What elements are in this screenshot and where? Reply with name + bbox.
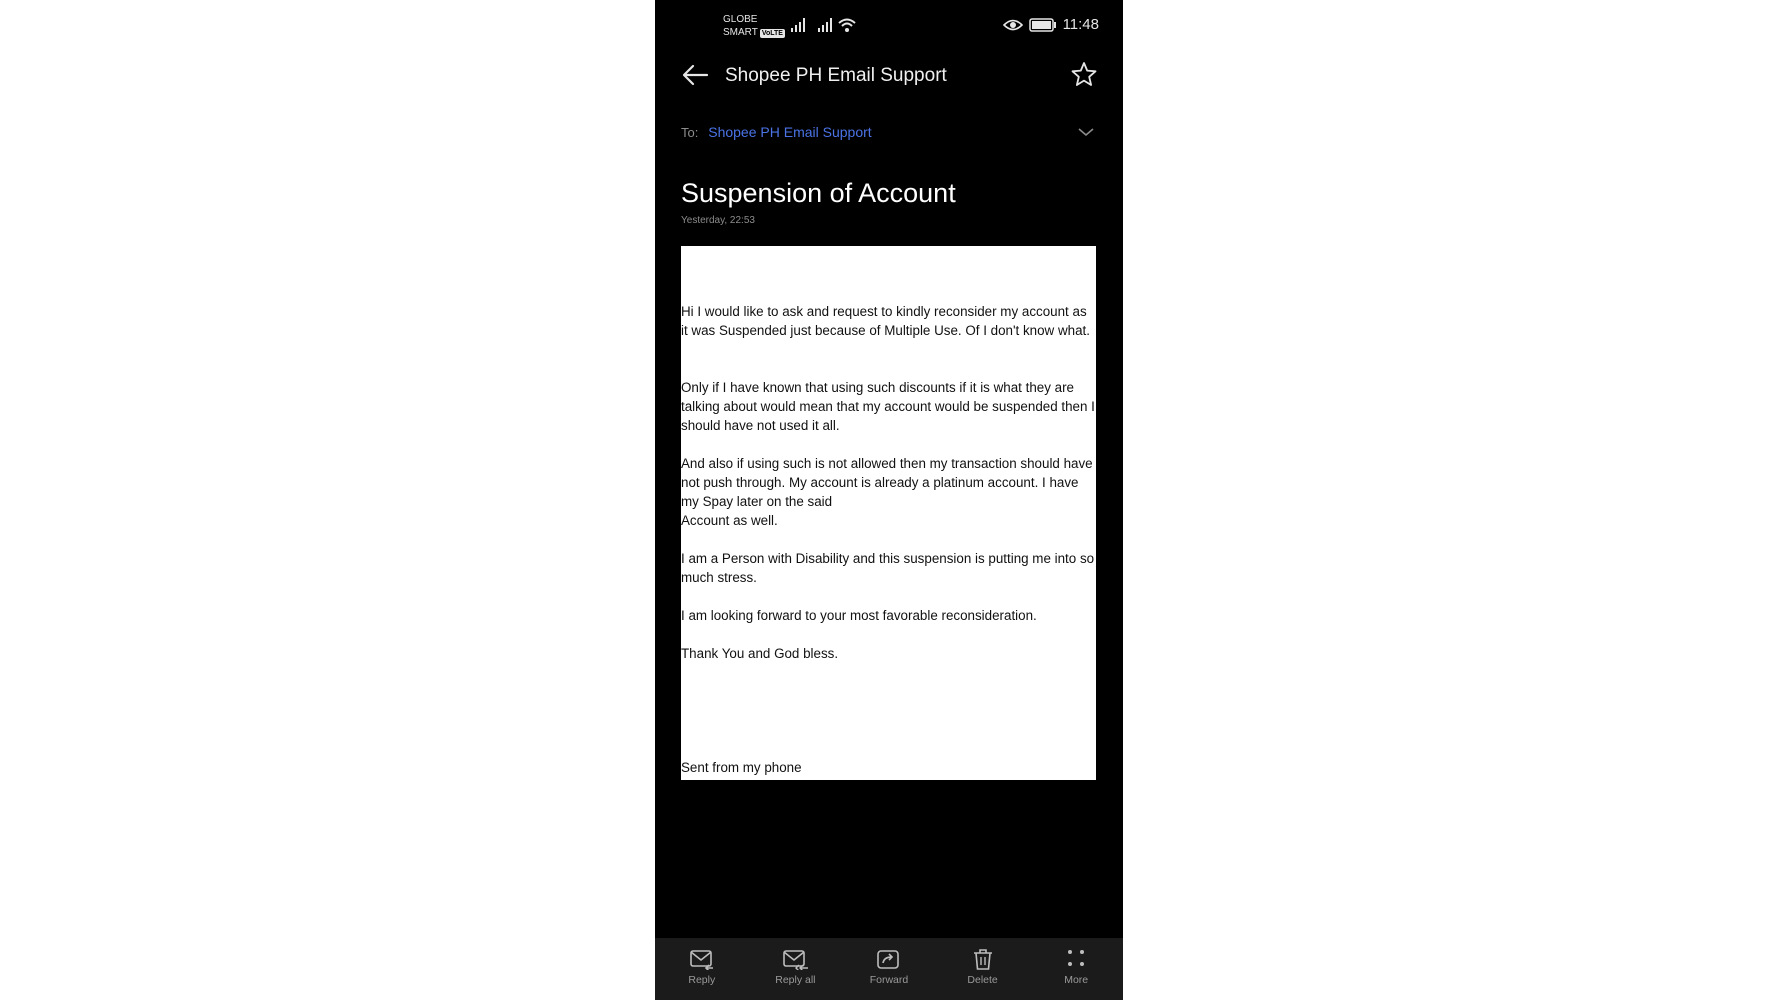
clock: 11:48 [1062,16,1099,33]
carrier-name-2: SMART [723,27,758,38]
to-label: To: [681,125,699,140]
body-paragraph: Thank You and God bless. [681,646,839,661]
body-paragraph: I am looking forward to your most favorable reconsideration. [681,608,1037,623]
favorite-button[interactable] [1071,61,1097,87]
reply-label: Reply [688,974,716,986]
body-paragraph: Hi I would like to ask and request to kindly reconsider my account as it was Suspended just because of Multiple Use. Of I don't know what. [681,304,1090,338]
volte-badge: VoLTE [761,30,783,37]
page-title: Shopee PH Email Support [725,65,947,86]
forward-button[interactable] [849,938,929,986]
back-button[interactable] [681,63,709,87]
eye-icon [1003,18,1023,32]
body-paragraph: I am a Person with Disability and this suspension is putting me into so much stress. [681,551,1095,585]
battery-icon [1029,18,1057,32]
delete-button[interactable] [943,938,1023,986]
wifi-icon [838,17,856,33]
star-icon [1071,61,1097,87]
signal-icon-2 [818,18,834,32]
reply-all-label: Reply all [775,974,816,986]
recipient-link[interactable]: Shopee PH Email Support [708,124,872,140]
body-paragraph: Only if I have known that using such discounts if it is what they are talking about would mean that my account would be suspended then I should have not used it all. [681,380,1095,433]
carrier-info [723,13,785,39]
more-icon [1064,948,1088,970]
carrier-name-1: GLOBE [723,14,758,25]
body-paragraph: And also if using such is not allowed then my transaction should have not push through. My account is already a platinum account. I have my Spay later on the said Account as well. [681,456,1093,528]
back-arrow-icon [681,63,709,87]
email-body [681,246,1096,780]
status-bar [655,0,1123,50]
email-signature: Sent from my phone [681,760,802,775]
action-bar [655,938,1123,1000]
reply-icon [689,948,715,970]
reply-all-icon [781,948,809,970]
more-button[interactable] [1036,938,1116,986]
signal-icon [791,18,807,32]
app-header [655,55,1123,97]
chevron-down-icon[interactable] [1077,126,1095,138]
status-right [1003,16,1099,33]
email-date: Yesterday, 22:53 [681,215,755,226]
reply-all-button[interactable] [755,938,835,986]
trash-icon [971,948,995,970]
more-label: More [1064,974,1089,986]
forward-label: Forward [869,974,909,986]
phone-screen [655,0,1123,1000]
reply-button[interactable] [662,938,742,986]
forward-icon [876,948,902,970]
email-subject: Suspension of Account [681,178,956,208]
recipient-row [681,124,1099,144]
delete-label: Delete [967,974,998,986]
